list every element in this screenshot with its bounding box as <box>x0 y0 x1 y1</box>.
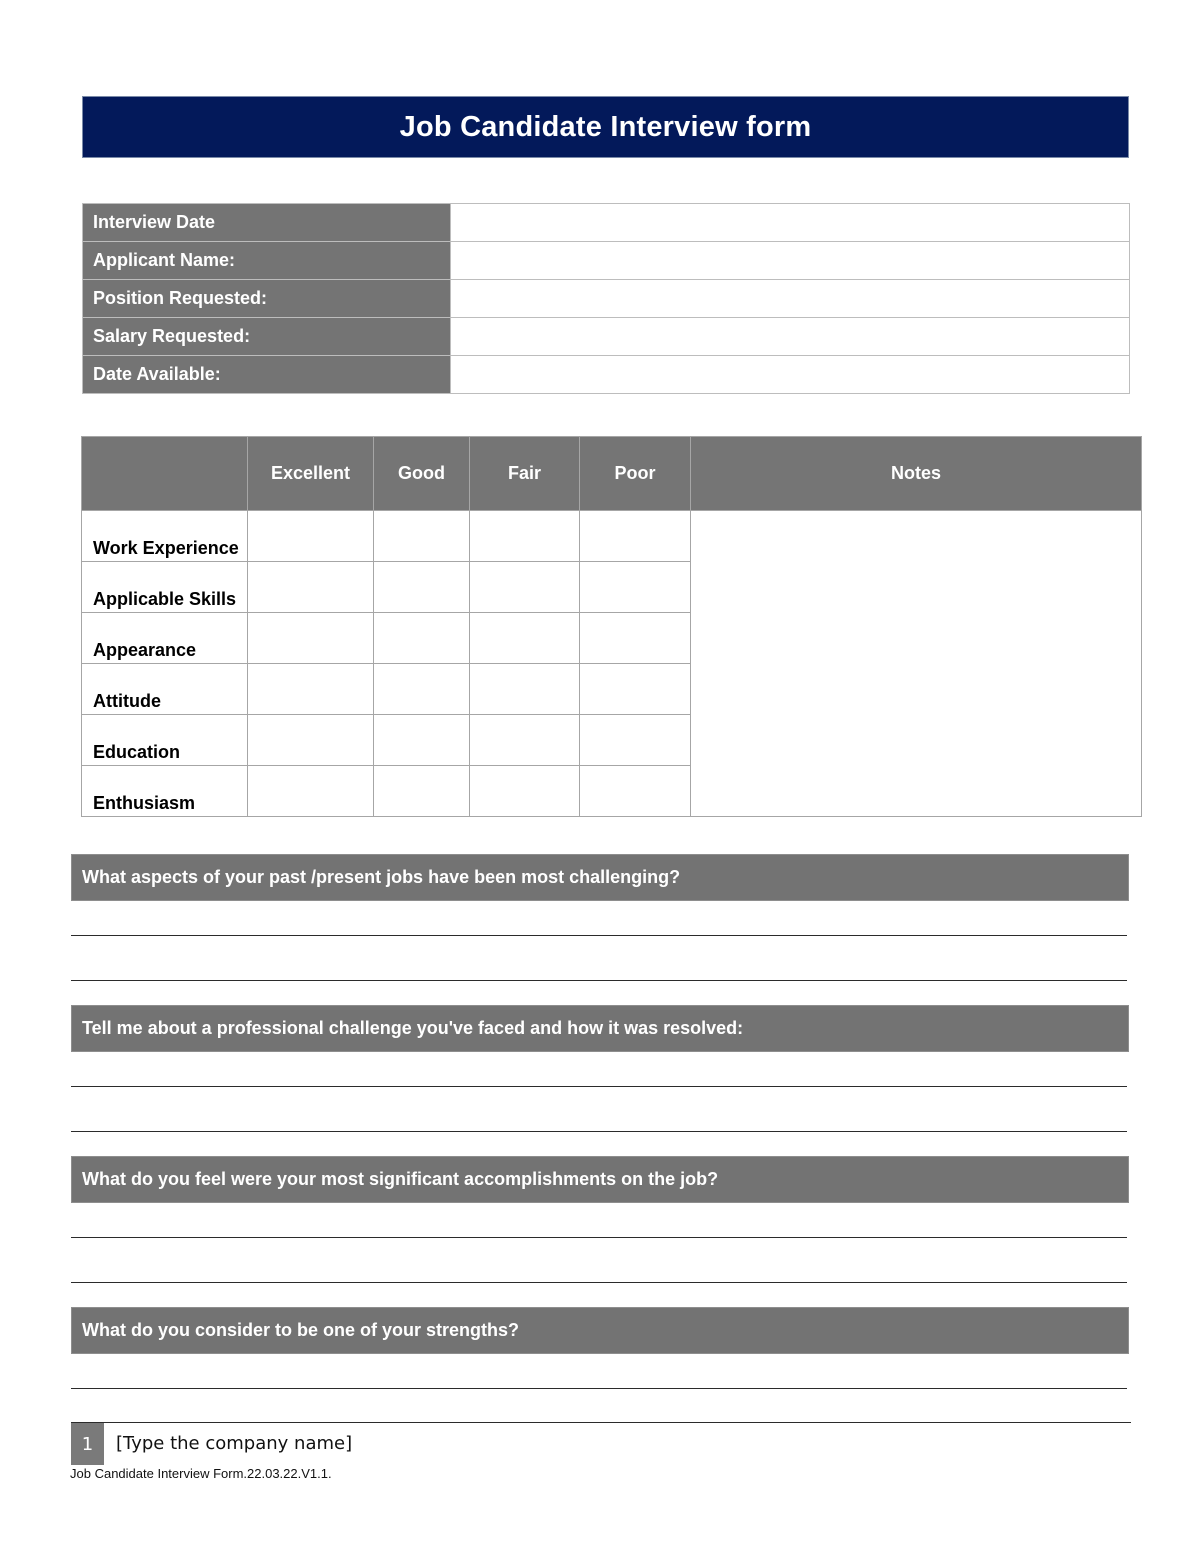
info-label-salary-requested: Salary Requested: <box>83 318 451 356</box>
rating-cell-fair[interactable] <box>470 613 580 664</box>
rating-col-notes: Notes <box>691 437 1142 511</box>
question-heading: What do you consider to be one of your strengths? <box>71 1307 1129 1354</box>
rating-col-good: Good <box>374 437 470 511</box>
answer-line[interactable] <box>71 1131 1127 1132</box>
answer-line[interactable] <box>71 1237 1127 1238</box>
info-row-salary-requested <box>83 318 1130 356</box>
question-heading: What do you feel were your most significant accomplishments on the job? <box>71 1156 1129 1203</box>
rating-cell-fair[interactable] <box>470 664 580 715</box>
rating-cell-poor[interactable] <box>580 613 691 664</box>
applicant-info-table <box>82 203 1130 394</box>
rating-cell-good[interactable] <box>374 766 470 817</box>
rating-cell-fair[interactable] <box>470 562 580 613</box>
page-number: 1 <box>71 1423 104 1465</box>
rating-cell-good[interactable] <box>374 613 470 664</box>
info-field-date-available[interactable] <box>451 356 1130 394</box>
rating-cell-good[interactable] <box>374 664 470 715</box>
document-code: Job Candidate Interview Form.22.03.22.V1.1. <box>70 1466 332 1481</box>
rating-col-excellent: Excellent <box>248 437 374 511</box>
criterion-label: Education <box>82 715 248 766</box>
rating-cell-poor[interactable] <box>580 766 691 817</box>
answer-line[interactable] <box>71 1282 1127 1283</box>
answer-line[interactable] <box>71 935 1127 936</box>
rating-cell-good[interactable] <box>374 715 470 766</box>
rating-cell-good[interactable] <box>374 562 470 613</box>
company-name-placeholder[interactable]: [Type the company name] <box>116 1433 353 1454</box>
answer-line[interactable] <box>71 1086 1127 1087</box>
rating-cell-excellent[interactable] <box>248 562 374 613</box>
form-title: Job Candidate Interview form <box>82 96 1129 158</box>
info-field-applicant-name[interactable] <box>451 242 1130 280</box>
rating-col-fair: Fair <box>470 437 580 511</box>
criterion-label: Applicable Skills <box>82 562 248 613</box>
rating-cell-fair[interactable] <box>470 715 580 766</box>
rating-corner-header <box>82 437 248 511</box>
info-row-applicant-name <box>83 242 1130 280</box>
rating-cell-excellent[interactable] <box>248 511 374 562</box>
question-heading: What aspects of your past /present jobs have been most challenging? <box>71 854 1129 901</box>
criterion-label: Enthusiasm <box>82 766 248 817</box>
footer-divider <box>71 1422 1131 1423</box>
rating-cell-fair[interactable] <box>470 511 580 562</box>
rating-cell-excellent[interactable] <box>248 715 374 766</box>
answer-line[interactable] <box>71 1388 1127 1389</box>
rating-cell-excellent[interactable] <box>248 766 374 817</box>
rating-cell-excellent[interactable] <box>248 664 374 715</box>
notes-field[interactable] <box>691 511 1142 817</box>
rating-row-work-experience <box>82 511 1142 562</box>
info-label-interview-date: Interview Date <box>83 204 451 242</box>
rating-cell-poor[interactable] <box>580 511 691 562</box>
rating-cell-poor[interactable] <box>580 715 691 766</box>
info-field-salary-requested[interactable] <box>451 318 1130 356</box>
rating-header-row <box>82 437 1142 511</box>
criterion-label: Attitude <box>82 664 248 715</box>
criterion-label: Appearance <box>82 613 248 664</box>
question-heading: Tell me about a professional challenge you've faced and how it was resolved: <box>71 1005 1129 1052</box>
info-row-date-available <box>83 356 1130 394</box>
answer-line[interactable] <box>71 980 1127 981</box>
rating-cell-excellent[interactable] <box>248 613 374 664</box>
rating-cell-poor[interactable] <box>580 562 691 613</box>
info-label-position-requested: Position Requested: <box>83 280 451 318</box>
info-label-date-available: Date Available: <box>83 356 451 394</box>
criterion-label: Work Experience <box>82 511 248 562</box>
info-row-interview-date <box>83 204 1130 242</box>
info-row-position-requested <box>83 280 1130 318</box>
rating-table <box>81 436 1142 817</box>
info-field-interview-date[interactable] <box>451 204 1130 242</box>
info-field-position-requested[interactable] <box>451 280 1130 318</box>
rating-cell-poor[interactable] <box>580 664 691 715</box>
info-label-applicant-name: Applicant Name: <box>83 242 451 280</box>
rating-cell-good[interactable] <box>374 511 470 562</box>
rating-cell-fair[interactable] <box>470 766 580 817</box>
rating-col-poor: Poor <box>580 437 691 511</box>
